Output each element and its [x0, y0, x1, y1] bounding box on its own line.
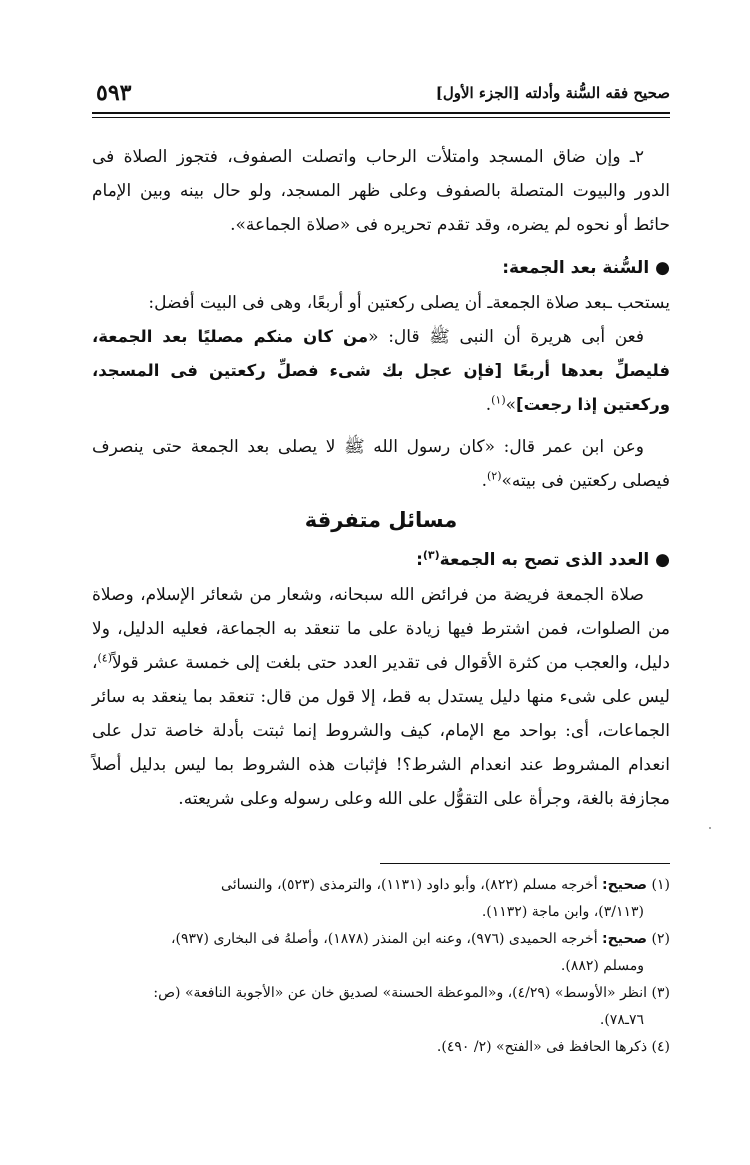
footnote-1: [92, 872, 670, 899]
heading-sunnah-after-jumuah: [92, 250, 670, 286]
heading-2-text: العدد الذى تصح به الجمعة: [439, 550, 650, 570]
paragraph-5-part-a: صلاة الجمعة فريضة من فرائض الله سبحانه، وشعار من شعائر الإسلام، وصلاة من الصلوات، فمن اشترط فيها زيادة على ما تنعقد به الجماعة، فعليه الدليل، ولا دليل، والعجب من كثرة الأقوال فى تقدير العدد حتى بلغت إلى خمسة عشر قولاً: [92, 585, 670, 673]
footnote-separator: [380, 863, 670, 864]
footnote-2-continuation: ومسلم (٨٨٢).: [560, 958, 644, 974]
paragraph-2: يستحب ـبعد صلاة الجمعةـ أن يصلى ركعتين أو أربعًا، وهى فى البيت أفضل:: [148, 293, 670, 313]
bullet-icon: ●: [655, 550, 670, 570]
hadith-text: من كان منكم مصليًا بعد الجمعة، فليصلِّ بعدها أربعًا [فإن عجل بك شىء فصلِّ ركعتين فى المسجد، وركعتين إذا رجعت]: [92, 327, 670, 414]
footnote-number: (١): [651, 877, 670, 893]
footnote-grade: صحيح:: [602, 931, 648, 947]
hadith-intro: فعن أبى هريرة أن النبى ﷺ قال: «: [368, 327, 644, 347]
bullet-icon: ●: [655, 258, 670, 278]
page-number: ٥٩٣: [96, 80, 132, 106]
paragraph-5-part-b: ، ليس على شىء منها دليل يستدل به قط، إلا قول من قال: تنعقد بما ينعقد به سائر الجماعات، أى: بواحد مع الإمام، كيف والشروط إنما ثبتت بأدلة خاصة تدل على انعدام المشروط عند انعدام الشرط؟! فإثبات هذه الشروط بما ليس بدليل أصلاً مجازفة بالغة، وجرأة على التقوُّل على الله وعلى رسوله وعلى شريعته.: [92, 653, 670, 809]
paragraph-3-end: .: [485, 395, 492, 415]
footnote-text: ذكرها الحافظ فى «الفتح» (٢/ ٤٩٠).: [436, 1039, 648, 1055]
footnote-text: انظر «الأوسط» (٤/٢٩)، و«الموعظة الحسنة» لصديق خان عن «الأجوبة النافعة» (ص:: [153, 985, 648, 1001]
paragraph-3: [92, 320, 670, 422]
footnotes: [92, 872, 670, 1061]
footnote-3: [92, 980, 670, 1007]
footnote-ref-2[interactable]: (٢): [486, 469, 502, 483]
heading-2-end: :: [416, 550, 423, 570]
section-title: مسائل متفرقة: [304, 508, 458, 532]
footnote-2: [92, 926, 670, 953]
footnote-ref-4[interactable]: (٤): [97, 651, 113, 665]
header-rule-thin: [92, 117, 670, 118]
footnote-text: أخرجه الحميدى (٩٧٦)، وعنه ابن المنذر (١٨٧٨)، وأصلهُ فى البخارى (٩٣٧)،: [170, 931, 603, 947]
paragraph-5: [92, 578, 670, 816]
footnote-number: (٢): [651, 931, 670, 947]
paragraph-1: ٢ـ وإن ضاق المسجد وامتلأت الرحاب واتصلت الصفوف، فتجوز الصلاة فى الدور والبيوت المتصلة بالصفوف وعلى ظهر المسجد، ولو حال بينه وبين الإمام حائط أو نحوه لم يضره، وقد تقدم تحريره فى «صلاة الجماعة».: [92, 147, 670, 235]
hadith-close: »: [505, 395, 517, 415]
paragraph-4: [92, 430, 670, 498]
footnote-number: (٤): [651, 1039, 670, 1055]
footnote-number: (٣): [651, 985, 670, 1001]
paragraph-4-text: وعن ابن عمر قال: «كان رسول الله ﷺ لا يصلى بعد الجمعة حتى ينصرف فيصلى ركعتين فى بيته»: [92, 437, 670, 491]
footnote-ref-3[interactable]: (٣): [422, 548, 440, 562]
footnote-ref-1[interactable]: (١): [491, 393, 506, 407]
footnote-1-continuation: (٣/١١٣)، وابن ماجة (١١٣٢).: [481, 904, 644, 920]
footnote-4: [92, 1034, 670, 1061]
footnote-3-continuation: ٧٦ـ٧٨).: [599, 1012, 644, 1028]
heading-1-text: السُّنة بعد الجمعة:: [502, 258, 650, 278]
heading-quorum: [92, 542, 670, 578]
header-rule-thick: [92, 112, 670, 114]
paragraph-4-end: .: [481, 471, 487, 491]
margin-mark: [709, 827, 711, 829]
main-text: [92, 140, 670, 816]
footnote-text: أخرجه مسلم (٨٢٢)، وأبو داود (١١٣١)، والترمذى (٥٢٣)، والنسائى: [221, 877, 603, 893]
footnote-grade: صحيح:: [602, 877, 648, 893]
running-title: صحيح فقه السُّنة وأدلته [الجزء الأول]: [435, 84, 670, 102]
page-header: [92, 80, 670, 110]
